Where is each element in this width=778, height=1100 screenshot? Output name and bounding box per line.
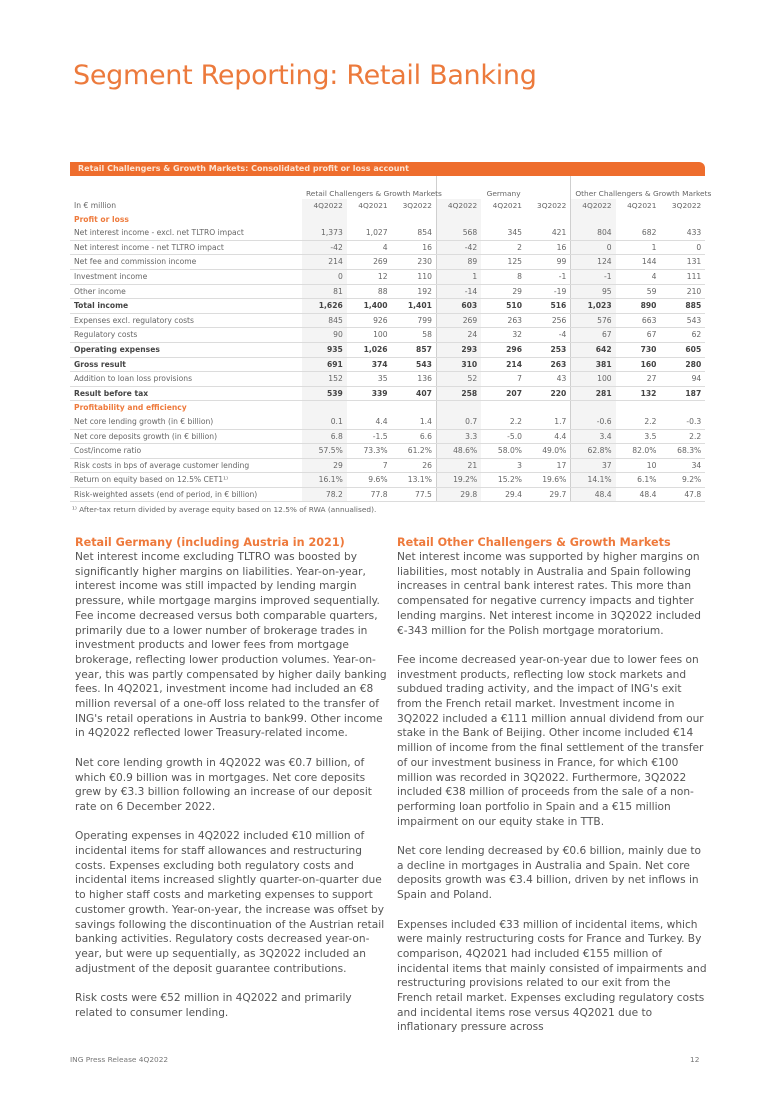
value-cell: -14	[436, 284, 481, 299]
period-header: 3Q2022	[537, 201, 567, 210]
period-header: 4Q2022	[571, 199, 616, 213]
table-footnote: ¹⁾ After-tax return divided by average equity based on 12.5% of RWA (annualised).	[72, 505, 377, 515]
empty-cell	[571, 213, 616, 227]
value-cell: 0	[660, 240, 705, 255]
value-cell: 6.6	[392, 429, 437, 444]
value-cell: 9.2%	[660, 473, 705, 488]
value-cell: 61.2%	[392, 444, 437, 459]
value-cell: 124	[571, 255, 616, 270]
value-cell: 37	[571, 458, 616, 473]
value-cell: 52	[436, 372, 481, 387]
value-cell: 192	[392, 284, 437, 299]
value-cell: 269	[347, 255, 392, 270]
row-label: Risk costs in bps of average customer lending	[70, 458, 302, 473]
value-cell: 29.4	[481, 487, 526, 502]
footer-document-title: ING Press Release 4Q2022	[70, 1055, 169, 1064]
row-label: Return on equity based on 12.5% CET1¹⁾	[70, 473, 302, 488]
value-cell: 682	[616, 226, 661, 240]
value-cell: 256	[526, 313, 571, 328]
section-header-row	[70, 213, 705, 227]
value-cell: 433	[660, 226, 705, 240]
empty-cell	[481, 401, 526, 415]
value-cell: 4.4	[347, 415, 392, 429]
row-label: Cost/income ratio	[70, 444, 302, 459]
value-cell: 2.2	[481, 415, 526, 429]
value-cell: 1.4	[392, 415, 437, 429]
value-cell: 543	[660, 313, 705, 328]
value-cell: -0.3	[660, 415, 705, 429]
value-cell: 407	[392, 386, 437, 401]
value-cell: -42	[302, 240, 347, 255]
retail-germany-section	[75, 536, 387, 1035]
value-cell: 2	[481, 240, 526, 255]
value-cell: 100	[347, 328, 392, 343]
value-cell: 187	[660, 386, 705, 401]
empty-cell	[436, 401, 481, 415]
value-cell: -1.5	[347, 429, 392, 444]
value-cell: 13.1%	[392, 473, 437, 488]
profit-loss-table-container	[70, 162, 712, 515]
value-cell: 131	[660, 255, 705, 270]
value-cell: 3.4	[571, 429, 616, 444]
table-row	[70, 473, 705, 488]
row-label: Net interest income - excl. net TLTRO impact	[70, 226, 302, 240]
value-cell: 516	[526, 299, 571, 314]
value-cell: 29.7	[526, 487, 571, 502]
value-cell: 576	[571, 313, 616, 328]
value-cell: 381	[571, 357, 616, 372]
value-cell: 94	[660, 372, 705, 387]
value-cell: 81	[302, 284, 347, 299]
row-label: Risk-weighted assets (end of period, in € billion)	[70, 487, 302, 502]
value-cell: 1,027	[347, 226, 392, 240]
value-cell: -0.6	[571, 415, 616, 429]
value-cell: 0	[302, 269, 347, 284]
group-header-other-cgm: Other Challengers & Growth Markets	[571, 176, 705, 199]
table-row	[70, 240, 705, 255]
paragraph: Net interest income was supported by higher margins on liabilities, most notably in Australia and Spain following increases in central bank interest rates. This more than compensated for negative currency impacts and tighter lending margins. Net interest income in 3Q2022 included €-343 million for the Polish mortgage moratorium.	[397, 551, 701, 637]
value-cell: 27	[616, 372, 661, 387]
value-cell: 6.8	[302, 429, 347, 444]
value-cell: 1.7	[526, 415, 571, 429]
value-cell: 2.2	[660, 429, 705, 444]
value-cell: 339	[347, 386, 392, 401]
value-cell: 4.4	[526, 429, 571, 444]
value-cell: 32	[481, 328, 526, 343]
value-cell: 926	[347, 313, 392, 328]
value-cell: 14.1%	[571, 473, 616, 488]
value-cell: 78.2	[302, 487, 347, 502]
value-cell: 263	[526, 357, 571, 372]
value-cell: 345	[481, 226, 526, 240]
paragraph: Operating expenses in 4Q2022 included €10 million of incidental items for staff allowances and restructuring costs. Expenses excluding both regulatory costs and incidental items increased slightly quarter-on-quarter due to higher staff costs and marketing expenses to support customer growth. Year-on-year, the increase was offset by savings following the discontinuation of the Austrian retail banking activities. Regulatory costs decreased year-on-year, but were up sequentially, as 3Q2022 included an adjustment of the deposit guarantee contributions.	[75, 830, 385, 975]
value-cell: 3.5	[616, 429, 661, 444]
value-cell: 16	[526, 240, 571, 255]
value-cell: 230	[392, 255, 437, 270]
empty-cell	[526, 401, 571, 415]
retail-other-cgm-section	[397, 536, 709, 1050]
value-cell: 19.6%	[526, 473, 571, 488]
value-cell: -42	[436, 240, 481, 255]
value-cell: 48.4	[571, 487, 616, 502]
table-row	[70, 299, 705, 314]
profit-loss-table	[70, 176, 712, 502]
group-header-germany: Germany	[436, 176, 570, 199]
value-cell: 29.8	[436, 487, 481, 502]
value-cell: 10	[616, 458, 661, 473]
value-cell: 293	[436, 342, 481, 357]
value-cell: 58	[392, 328, 437, 343]
value-cell: 9.6%	[347, 473, 392, 488]
value-cell: 82.0%	[616, 444, 661, 459]
value-cell: 214	[302, 255, 347, 270]
row-label: Result before tax	[70, 386, 302, 401]
value-cell: 642	[571, 342, 616, 357]
value-cell: 73.3%	[347, 444, 392, 459]
value-cell: 1,023	[571, 299, 616, 314]
table-row	[70, 357, 705, 372]
value-cell: 59	[616, 284, 661, 299]
value-cell: 0.1	[302, 415, 347, 429]
value-cell: 0.7	[436, 415, 481, 429]
section-title: Profit or loss	[74, 214, 129, 224]
value-cell: 8	[481, 269, 526, 284]
value-cell: 3.3	[436, 429, 481, 444]
table-row	[70, 458, 705, 473]
value-cell: 26	[392, 458, 437, 473]
value-cell: 48.6%	[436, 444, 481, 459]
value-cell: 845	[302, 313, 347, 328]
empty-cell	[436, 213, 481, 227]
value-cell: 374	[347, 357, 392, 372]
value-cell: 7	[481, 372, 526, 387]
group-header-rcgm: Retail Challengers & Growth Markets	[306, 189, 442, 198]
paragraph: Risk costs were €52 million in 4Q2022 and primarily related to consumer lending.	[75, 992, 352, 1019]
value-cell: -4	[526, 328, 571, 343]
period-header: 4Q2021	[492, 201, 522, 210]
value-cell: 3	[481, 458, 526, 473]
row-label: Net core lending growth (in € billion)	[70, 415, 302, 429]
value-cell: 125	[481, 255, 526, 270]
row-label: Net interest income - net TLTRO impact	[70, 240, 302, 255]
value-cell: 111	[660, 269, 705, 284]
value-cell: 0	[571, 240, 616, 255]
value-cell: 280	[660, 357, 705, 372]
value-cell: 132	[616, 386, 661, 401]
page-title: Segment Reporting: Retail Banking	[73, 60, 537, 92]
value-cell: 310	[436, 357, 481, 372]
value-cell: 15.2%	[481, 473, 526, 488]
value-cell: 854	[392, 226, 437, 240]
value-cell: 568	[436, 226, 481, 240]
value-cell: 1	[436, 269, 481, 284]
empty-cell	[660, 213, 705, 227]
value-cell: 49.0%	[526, 444, 571, 459]
paragraph: Expenses included €33 million of incidental items, which were mainly restructuring costs for France and Turkey. By comparison, 4Q2021 had included €155 million of incidental items that mainly consisted of impairments and restructuring provisions related to our exit from the French retail market. Expenses excluding regulatory costs and incidental items rose versus 4Q2021 due to inflationary pressure across	[397, 918, 707, 1034]
paragraph: Net core lending decreased by €0.6 billion, mainly due to a decline in mortgages in Australia and Spain. Net core deposits growth was €3.4 billion, driven by net inflows in Spain and Poland.	[397, 845, 702, 902]
value-cell: 510	[481, 299, 526, 314]
value-cell: 62	[660, 328, 705, 343]
value-cell: 263	[481, 313, 526, 328]
value-cell: 857	[392, 342, 437, 357]
period-header: 4Q2022	[302, 199, 347, 213]
value-cell: 19.2%	[436, 473, 481, 488]
row-label: Other income	[70, 284, 302, 299]
value-cell: 12	[347, 269, 392, 284]
row-label: Addition to loan loss provisions	[70, 372, 302, 387]
value-cell: 1,400	[347, 299, 392, 314]
empty-cell	[616, 213, 661, 227]
value-cell: 1,373	[302, 226, 347, 240]
value-cell: 269	[436, 313, 481, 328]
value-cell: 7	[347, 458, 392, 473]
table-banner: Retail Challengers & Growth Markets: Consolidated profit or loss account	[70, 162, 705, 176]
table-row	[70, 255, 705, 270]
empty-cell	[302, 401, 347, 415]
retail-germany-heading: Retail Germany (including Austria in 2021)	[75, 536, 345, 549]
table-row	[70, 313, 705, 328]
value-cell: -5.0	[481, 429, 526, 444]
value-cell: 99	[526, 255, 571, 270]
value-cell: 543	[392, 357, 437, 372]
table-row	[70, 226, 705, 240]
value-cell: 2.2	[616, 415, 661, 429]
value-cell: 29	[302, 458, 347, 473]
empty-cell	[347, 213, 392, 227]
value-cell: 885	[660, 299, 705, 314]
value-cell: 48.4	[616, 487, 661, 502]
value-cell: 47.8	[660, 487, 705, 502]
table-row	[70, 415, 705, 429]
value-cell: 77.5	[392, 487, 437, 502]
value-cell: -1	[526, 269, 571, 284]
row-label: Gross result	[70, 357, 302, 372]
table-row	[70, 372, 705, 387]
value-cell: 253	[526, 342, 571, 357]
value-cell: 4	[347, 240, 392, 255]
period-header: 4Q2021	[358, 201, 388, 210]
table-row	[70, 269, 705, 284]
value-cell: 95	[571, 284, 616, 299]
value-cell: 603	[436, 299, 481, 314]
empty-cell	[571, 401, 616, 415]
value-cell: 210	[660, 284, 705, 299]
value-cell: -19	[526, 284, 571, 299]
row-label: Operating expenses	[70, 342, 302, 357]
section-title: Profitability and efficiency	[74, 403, 187, 413]
value-cell: 220	[526, 386, 571, 401]
value-cell: 539	[302, 386, 347, 401]
value-cell: 160	[616, 357, 661, 372]
value-cell: 17	[526, 458, 571, 473]
paragraph: Net interest income excluding TLTRO was boosted by significantly higher margins on liabilities. Year-on-year, interest income was still impacted by lending margin pressure, while mortgage margins improved sequentially. Fee income decreased versus both comparable quarters, primarily due to a lower number of brokerage trades in investment products and lower fees from mortgage brokerage, reflecting lower production volumes. Year-on-year, this was partly compensated by higher daily banking fees. In 4Q2021, investment income had included an €8 million reversal of a one-off loss related to the transfer of ING's retail operations in Austria to bank99. Other income in 4Q2022 reflected lower Treasury-related income.	[75, 551, 387, 740]
value-cell: 100	[571, 372, 616, 387]
page-number: 12	[690, 1055, 700, 1064]
value-cell: 24	[436, 328, 481, 343]
empty-cell	[616, 401, 661, 415]
value-cell: 663	[616, 313, 661, 328]
value-cell: 605	[660, 342, 705, 357]
value-cell: 281	[571, 386, 616, 401]
row-label: Net core deposits growth (in € billion)	[70, 429, 302, 444]
value-cell: 421	[526, 226, 571, 240]
value-cell: 68.3%	[660, 444, 705, 459]
row-label: Regulatory costs	[70, 328, 302, 343]
empty-cell	[526, 213, 571, 227]
table-row	[70, 284, 705, 299]
value-cell: 730	[616, 342, 661, 357]
empty-header-cell	[70, 176, 302, 199]
table-row	[70, 444, 705, 459]
value-cell: 1,401	[392, 299, 437, 314]
empty-cell	[481, 213, 526, 227]
value-cell: 207	[481, 386, 526, 401]
value-cell: 258	[436, 386, 481, 401]
table-row	[70, 487, 705, 502]
paragraph: Fee income decreased year-on-year due to lower fees on investment products, reflecting low stock markets and subdued trading activity, and the impact of ING's exit from the French retail market. Investment income in 3Q2022 included a €111 million annual dividend from our stake in the Bank of Beijing. Other income included €14 million of income from the final settlement of the transfer of our investment business in France, for which €100 million was recorded in 3Q2022. Furthermore, 3Q2022 included €38 million of proceeds from the sale of a non-performing loan portfolio in Spain and a €15 million impairment on our equity stake in TTB.	[397, 653, 704, 828]
period-header: 4Q2022	[436, 199, 481, 213]
value-cell: 16	[392, 240, 437, 255]
table-row	[70, 386, 705, 401]
retail-other-cgm-heading: Retail Other Challengers & Growth Markets	[397, 536, 671, 549]
value-cell: -1	[571, 269, 616, 284]
value-cell: 136	[392, 372, 437, 387]
table-row	[70, 342, 705, 357]
value-cell: 58.0%	[481, 444, 526, 459]
paragraph: Net core lending growth in 4Q2022 was €0.7 billion, of which €0.9 billion was in mortgages. Net core deposits grew by €3.3 billion following an increase of our deposit rate on 6 December 2022.	[75, 756, 372, 813]
value-cell: 1	[616, 240, 661, 255]
value-cell: 935	[302, 342, 347, 357]
unit-label: In € million	[74, 201, 117, 210]
value-cell: 67	[616, 328, 661, 343]
period-header: 4Q2021	[627, 201, 657, 210]
empty-cell	[347, 401, 392, 415]
value-cell: 88	[347, 284, 392, 299]
value-cell: 691	[302, 357, 347, 372]
value-cell: 1,026	[347, 342, 392, 357]
row-label: Expenses excl. regulatory costs	[70, 313, 302, 328]
value-cell: 29	[481, 284, 526, 299]
section-header-row	[70, 401, 705, 415]
value-cell: 67	[571, 328, 616, 343]
value-cell: 77.8	[347, 487, 392, 502]
value-cell: 62.8%	[571, 444, 616, 459]
value-cell: 16.1%	[302, 473, 347, 488]
value-cell: 34	[660, 458, 705, 473]
row-label: Investment income	[70, 269, 302, 284]
value-cell: 4	[616, 269, 661, 284]
empty-cell	[660, 401, 705, 415]
row-label: Total income	[70, 299, 302, 314]
empty-cell	[302, 213, 347, 227]
value-cell: 144	[616, 255, 661, 270]
value-cell: 804	[571, 226, 616, 240]
table-row	[70, 429, 705, 444]
empty-cell	[392, 401, 437, 415]
value-cell: 214	[481, 357, 526, 372]
group-header-row	[70, 176, 705, 199]
empty-cell	[392, 213, 437, 227]
table-body	[70, 213, 705, 502]
value-cell: 43	[526, 372, 571, 387]
value-cell: 57.5%	[302, 444, 347, 459]
value-cell: 110	[392, 269, 437, 284]
period-header-row	[70, 199, 705, 213]
value-cell: 152	[302, 372, 347, 387]
table-row	[70, 328, 705, 343]
value-cell: 89	[436, 255, 481, 270]
value-cell: 1,626	[302, 299, 347, 314]
row-label: Net fee and commission income	[70, 255, 302, 270]
period-header: 3Q2022	[671, 201, 702, 210]
value-cell: 799	[392, 313, 437, 328]
value-cell: 35	[347, 372, 392, 387]
value-cell: 21	[436, 458, 481, 473]
value-cell: 890	[616, 299, 661, 314]
period-header: 3Q2022	[402, 201, 432, 210]
value-cell: 296	[481, 342, 526, 357]
value-cell: 90	[302, 328, 347, 343]
value-cell: 6.1%	[616, 473, 661, 488]
